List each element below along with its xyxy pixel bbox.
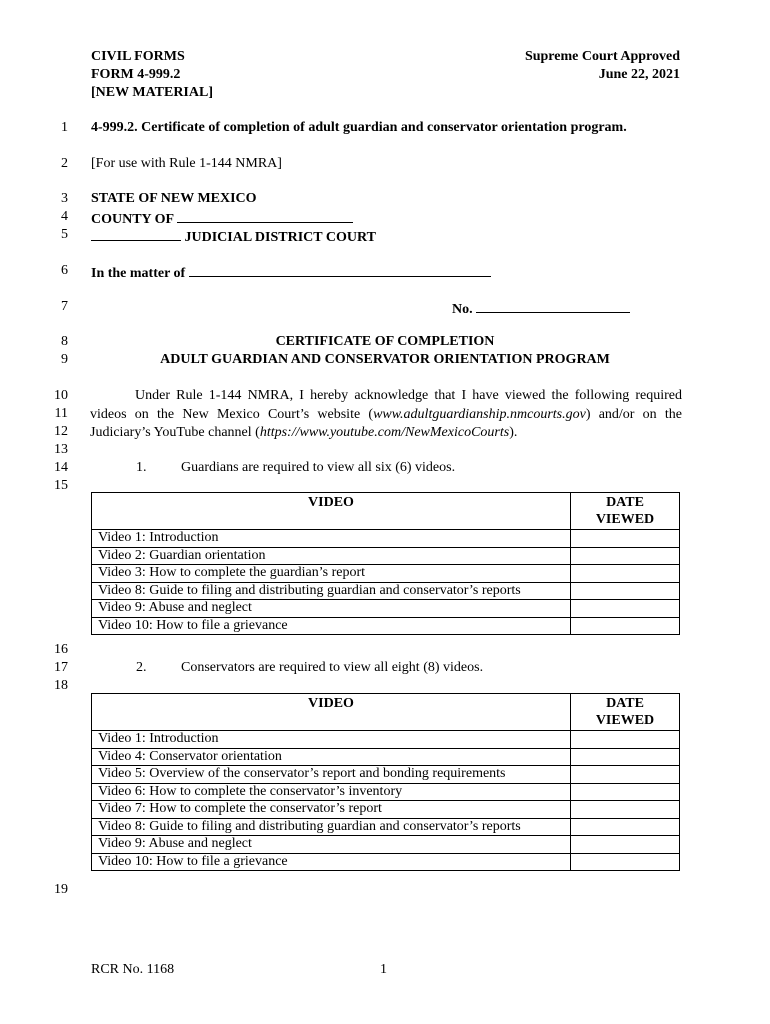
- guardian-videos-table: [91, 492, 680, 635]
- line-number: 18: [54, 678, 68, 693]
- video-cell: Video 6: How to complete the conservator’s inventory: [92, 783, 571, 801]
- table-row: [92, 836, 680, 854]
- header-civil-forms: CIVIL FORMS: [91, 49, 185, 64]
- line-number: 8: [61, 334, 68, 349]
- line-number: 19: [54, 882, 68, 897]
- date-viewed-column-header: [571, 694, 680, 731]
- case-number-line: [452, 298, 630, 319]
- line-number: 11: [54, 406, 68, 421]
- date-viewed-cell[interactable]: [571, 853, 680, 871]
- intro-paragraph: [90, 387, 682, 443]
- form-title: 4-999.2. Certificate of completion of adult guardian and conservator orientation program.: [91, 120, 627, 135]
- date-viewed-cell[interactable]: [571, 801, 680, 819]
- caption-state: STATE OF NEW MEXICO: [91, 191, 257, 206]
- table-row: [92, 582, 680, 600]
- county-blank-field[interactable]: [177, 208, 353, 223]
- video-cell: Video 1: Introduction: [92, 530, 571, 548]
- table-header-row: [92, 694, 680, 731]
- table-row: [92, 783, 680, 801]
- caption-county-label: COUNTY OF: [91, 212, 174, 227]
- header-date: June 22, 2021: [598, 67, 680, 82]
- date-viewed-cell[interactable]: [571, 818, 680, 836]
- table-row: [92, 748, 680, 766]
- date-header-line-2: VIEWED: [595, 511, 655, 527]
- intro-text-2: ) and/or on the Judiciary’s YouTube channel (: [90, 406, 683, 440]
- date-viewed-cell[interactable]: [571, 617, 680, 635]
- line-number: 12: [54, 424, 68, 439]
- table-row: [92, 530, 680, 548]
- table-row: [92, 801, 680, 819]
- case-number-label: No.: [452, 302, 473, 317]
- section-1-number: 1.: [136, 460, 147, 475]
- video-cell: Video 8: Guide to filing and distributing guardian and conservator’s reports: [92, 818, 571, 836]
- table-row: [92, 731, 680, 749]
- line-number: 17: [54, 660, 68, 675]
- line-number: 10: [54, 388, 68, 403]
- video-column-header: VIDEO: [92, 493, 571, 530]
- line-number: 16: [54, 642, 68, 657]
- video-cell: Video 2: Guardian orientation: [92, 547, 571, 565]
- website-link[interactable]: www.adultguardianship.nmcourts.gov: [373, 406, 586, 422]
- date-header-line-1: DATE: [606, 495, 644, 510]
- date-viewed-cell[interactable]: [571, 565, 680, 583]
- video-column-header: VIDEO: [92, 694, 571, 731]
- date-header-line-1: DATE: [606, 696, 644, 711]
- video-cell: Video 5: Overview of the conservator’s report and bonding requirements: [92, 766, 571, 784]
- matter-line: [91, 262, 491, 283]
- district-number-blank-field[interactable]: [91, 226, 181, 241]
- matter-blank-field[interactable]: [189, 262, 491, 277]
- date-viewed-cell[interactable]: [571, 600, 680, 618]
- line-number: 5: [61, 227, 68, 242]
- video-cell: Video 1: Introduction: [92, 731, 571, 749]
- date-header-line-2: VIEWED: [595, 712, 655, 728]
- matter-label: In the matter of: [91, 266, 186, 281]
- table-row: [92, 766, 680, 784]
- caption-court-line: [91, 226, 376, 247]
- line-number: 9: [61, 352, 68, 367]
- date-viewed-cell[interactable]: [571, 547, 680, 565]
- header-form-number: FORM 4-999.2: [91, 67, 181, 82]
- header-new-material: [NEW MATERIAL]: [91, 85, 213, 100]
- line-number: 13: [54, 442, 68, 457]
- section-1-text: Guardians are required to view all six (6) videos.: [181, 460, 456, 475]
- video-cell: Video 9: Abuse and neglect: [92, 836, 571, 854]
- program-title: ADULT GUARDIAN AND CONSERVATOR ORIENTATION PROGRAM: [160, 352, 610, 367]
- section-2-number: 2.: [136, 660, 147, 675]
- date-viewed-cell[interactable]: [571, 766, 680, 784]
- table-header-row: [92, 493, 680, 530]
- date-viewed-cell[interactable]: [571, 783, 680, 801]
- video-cell: Video 10: How to file a grievance: [92, 853, 571, 871]
- intro-text-3: ).: [509, 425, 518, 440]
- footer-rcr-number: RCR No. 1168: [91, 962, 175, 977]
- video-cell: Video 7: How to complete the conservator’s report: [92, 801, 571, 819]
- date-viewed-cell[interactable]: [571, 530, 680, 548]
- table-row: [92, 853, 680, 871]
- line-number: 3: [61, 191, 68, 206]
- video-cell: Video 4: Conservator orientation: [92, 748, 571, 766]
- line-number: 14: [54, 460, 68, 475]
- video-cell: Video 3: How to complete the guardian’s report: [92, 565, 571, 583]
- footer-page-number: 1: [380, 962, 387, 977]
- video-cell: Video 9: Abuse and neglect: [92, 600, 571, 618]
- case-number-blank-field[interactable]: [476, 298, 630, 313]
- caption-court-label: JUDICIAL DISTRICT COURT: [184, 230, 376, 245]
- video-cell: Video 10: How to file a grievance: [92, 617, 571, 635]
- rule-note: [For use with Rule 1-144 NMRA]: [91, 156, 282, 171]
- line-number: 6: [61, 263, 68, 278]
- conservator-videos-table: [91, 693, 680, 871]
- intro-text-1: Under Rule 1-144 NMRA, I hereby acknowledge that I have viewed the following required videos on the New Mexico Court’s website (: [90, 388, 682, 422]
- line-number: 7: [61, 299, 68, 314]
- table-row: [92, 565, 680, 583]
- date-viewed-column-header: [571, 493, 680, 530]
- line-number: 15: [54, 478, 68, 493]
- youtube-link[interactable]: https://www.youtube.com/NewMexicoCourts: [259, 425, 510, 440]
- line-number: 1: [61, 120, 68, 135]
- table-row: [92, 547, 680, 565]
- date-viewed-cell[interactable]: [571, 582, 680, 600]
- date-viewed-cell[interactable]: [571, 748, 680, 766]
- line-number: 2: [61, 156, 68, 171]
- date-viewed-cell[interactable]: [571, 731, 680, 749]
- table-row: [92, 600, 680, 618]
- video-cell: Video 8: Guide to filing and distributing guardian and conservator’s reports: [92, 582, 571, 600]
- header-approved: Supreme Court Approved: [524, 49, 680, 64]
- date-viewed-cell[interactable]: [571, 836, 680, 854]
- certificate-title: CERTIFICATE OF COMPLETION: [275, 334, 495, 349]
- table-row: [92, 617, 680, 635]
- table-row: [92, 818, 680, 836]
- section-2-text: Conservators are required to view all eight (8) videos.: [181, 660, 484, 675]
- line-number: 4: [61, 209, 68, 224]
